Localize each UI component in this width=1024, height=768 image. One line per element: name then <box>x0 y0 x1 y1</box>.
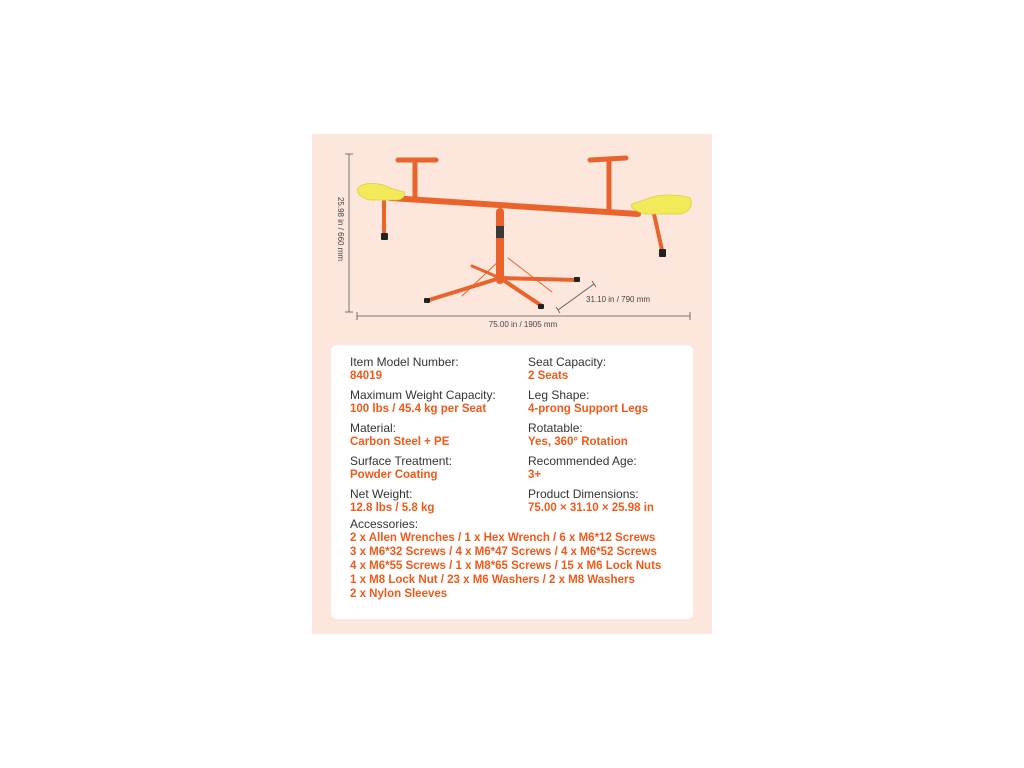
accessories-line: 4 x M6*55 Screws / 1 x M8*65 Screws / 15 x M6 Lock Nuts <box>350 560 662 572</box>
depth-dimension-label: 31.10 in / 790 mm <box>586 295 651 304</box>
leg-shape: Leg Shape: 4-prong Support Legs <box>528 388 649 415</box>
height-dimension-line <box>345 154 353 312</box>
rotatable: Rotatable: Yes, 360° Rotation <box>528 421 628 448</box>
accessories-line: 2 x Allen Wrenches / 1 x Hex Wrench / 6 x M6*12 Screws <box>350 532 656 544</box>
right-seat <box>632 195 692 214</box>
material: Material: Carbon Steel + PE <box>350 421 450 448</box>
seesaw-diagram <box>312 134 712 339</box>
height-dimension-label: 25.98 in / 660 mm <box>336 196 345 262</box>
product-dimensions: Product Dimensions: 75.00 × 31.10 × 25.98 in <box>528 487 654 514</box>
accessories-line: 2 x Nylon Sleeves <box>350 588 448 600</box>
width-dimension-label: 75.00 in / 1905 mm <box>488 320 558 329</box>
surface-treatment: Surface Treatment: Powder Coating <box>350 454 453 481</box>
recommended-age: Recommended Age: 3+ <box>528 454 637 481</box>
product-info-card <box>312 134 712 634</box>
pivot-label <box>496 226 504 238</box>
seat-capacity: Seat Capacity: 2 Seats <box>528 355 607 382</box>
specifications-panel <box>331 345 693 619</box>
accessories-line: 3 x M6*32 Screws / 4 x M6*47 Screws / 4 x M6*52 Screws <box>350 546 657 558</box>
width-dimension-line <box>357 312 690 320</box>
net-weight: Net Weight: 12.8 lbs / 5.8 kg <box>350 487 435 514</box>
accessories: Accessories: 2 x Allen Wrenches / 1 x Hex Wrench / 6 x M6*12 Screws 3 x M6*32 Screws / 4 x M6*47 Screws / 4 x M6*52 Screws 4 x M6*55 Screws / 1 x M8*65 Screws / 15 x M6 Lock Nuts 1 x M8 Lock Nut / 23 x M6 Washers / 2 x M8 Washers 2 x Nylon Sleeves <box>350 517 662 600</box>
maximum-weight-capacity: Maximum Weight Capacity: 100 lbs / 45.4 kg per Seat <box>350 388 496 415</box>
seesaw-frame <box>384 158 662 306</box>
left-seat <box>358 183 405 200</box>
accessories-line: 1 x M8 Lock Nut / 23 x M6 Washers / 2 x M8 Washers <box>350 574 635 586</box>
item-model-number: Item Model Number: 84019 <box>350 355 459 382</box>
